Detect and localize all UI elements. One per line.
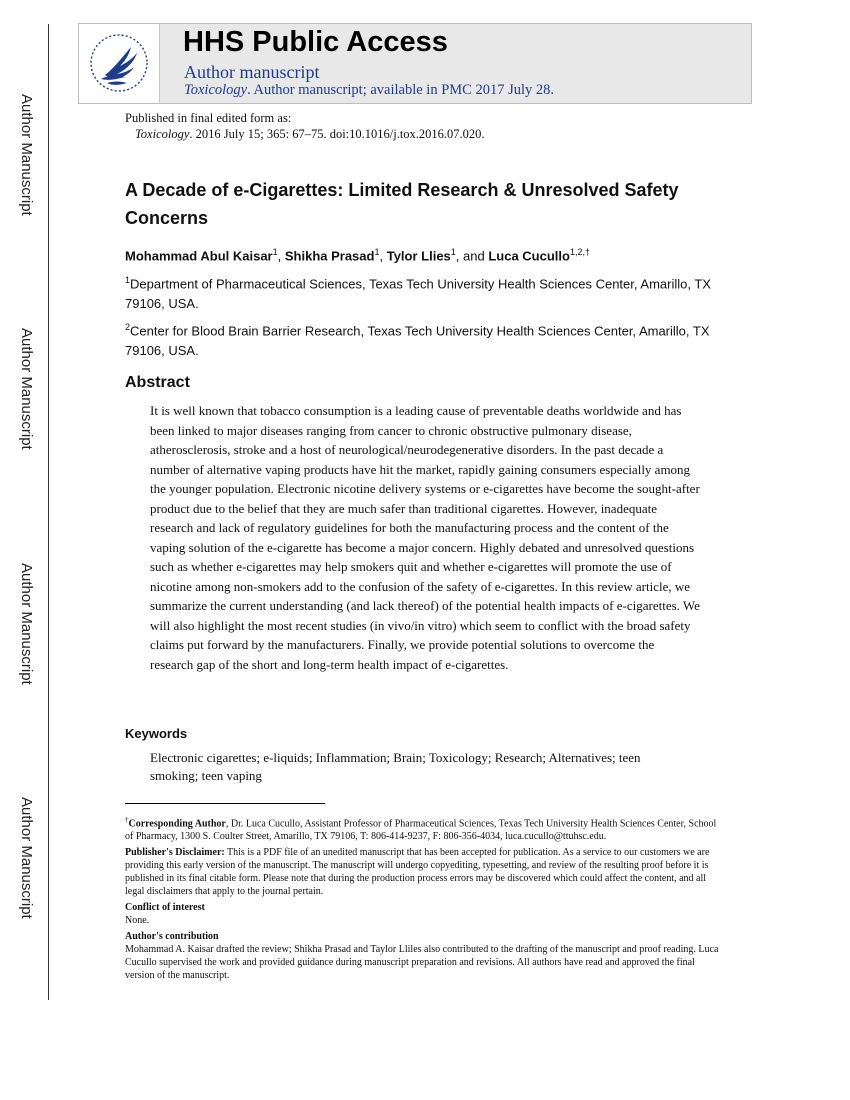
contribution-text: Mohammad A. Kaisar drafted the review; Shikha Prasad and Taylor Lliles also contributed to the drafting of the manuscript and proof reading. Luca Cucullo supervised the work and provided guidance during manuscript preparation and revisions. All authors have read and approved the final version of the manuscript. bbox=[125, 944, 719, 982]
affiliation-1: $^1$Department of Pharmaceutical Sciences, Texas Tech University Health Sciences Center, Amarillo, TX 79106, USA. bbox=[125, 275, 711, 312]
hhs-public-access-banner bbox=[78, 23, 752, 104]
banner-journal-name[interactable]: Toxicology bbox=[184, 82, 248, 98]
author-3[interactable]: Tylor Llies bbox=[386, 248, 451, 264]
affiliation-2: $^2$Center for Blood Brain Barrier Research, Texas Tech University Health Sciences Center, Amarillo, TX 79106, USA. bbox=[125, 322, 710, 359]
hhs-eagle-logo-icon bbox=[87, 29, 151, 97]
conflict-text: None. bbox=[125, 915, 150, 927]
footnote-divider bbox=[125, 803, 325, 804]
author-list: Mohammad Abul Kaisar$^1$, Shikha Prasad$^1$, Tylor Llies$^1$, and Luca Cucullo$^{1,2,\dagger}$ bbox=[125, 247, 590, 264]
author-2[interactable]: Shikha Prasad bbox=[284, 248, 375, 264]
banner-citation: Toxicology. Author manuscript; available in PMC 2017 July 28. bbox=[184, 82, 555, 98]
contribution-heading: Author's contribution bbox=[125, 931, 219, 943]
author-4[interactable]: Luca Cucullo bbox=[488, 248, 570, 264]
margin-rule bbox=[48, 24, 49, 1000]
author-3-affiliation-ref: 1 bbox=[450, 247, 456, 257]
author-1[interactable]: Mohammad Abul Kaisar bbox=[125, 248, 273, 264]
abstract-heading: Abstract bbox=[125, 374, 190, 391]
corresponding-author-note: †Corresponding Author, Dr. Luca Cucullo, Assistant Professor of Pharmaceutical Sciences, Texas Tech University Health Sciences Center, School of Pharmacy, 1300 S. Coulter Street, Amarillo, TX 79106, T: 806-414-9237, F: 806-356-4034, luca.cucullo@ttuhsc.edu. bbox=[125, 816, 717, 843]
article-title: A Decade of e-Cigarettes: Limited Research & Unresolved Safety Concerns bbox=[125, 180, 679, 228]
keywords-heading: Keywords bbox=[125, 726, 188, 741]
abstract-body: It is well known that tobacco consumption is a leading cause of preventable deaths worldwide and has been linked to major diseases ranging from cancer to chronic obstructive pulmonary disease, atherosclerosis, stroke and a host of neurological/neurodegenerative disorders. In the past decade a number of alternative vaping products have hit the market, rapidly gaining consumers especially among the younger population. Electronic nicotine delivery systems or e-cigarettes have become the sought-after product due to the belief that they are much safer than traditional cigarettes. However, inadequate research and lack of regulatory guidelines for both the manufacturing process and the content of the vaping solution of the e-cigarette has become a major concern. Highly debated and unresolved questions such as whether e-cigarettes may help smokers quit and whether e-cigarettes will promote the use of nicotine among non-smokers add to the confusion of the safety of e-cigarettes. In this review article, we summarize the current understanding (and lack thereof) of the potential health impacts of e-cigarettes. We will also highlight the most recent studies (in vivo/in vitro) which seem to conflict with the broad safety claims put forward by the manufacturers. Finally, we provide potential solutions to overcome the research gap of the short and long-term health impact of e-cigarettes. bbox=[150, 403, 700, 672]
published-journal-name[interactable]: Toxicology bbox=[135, 127, 190, 141]
author-1-affiliation-ref: 1 bbox=[272, 247, 278, 257]
author-2-affiliation-ref: 1 bbox=[374, 247, 380, 257]
footnotes bbox=[125, 814, 725, 985]
author-4-affiliation-ref: 1,2,† bbox=[569, 247, 590, 257]
published-citation: Toxicology. 2016 July 15; 365: 67–75. doi:10.1016/j.tox.2016.07.020. bbox=[135, 127, 485, 141]
banner-subtitle: Author manuscript bbox=[184, 62, 320, 82]
publication-info bbox=[125, 110, 485, 142]
keywords-list: Electronic cigarettes; e-liquids; Inflammation; Brain; Toxicology; Research; Alternatives; teen smoking; teen vaping bbox=[150, 750, 641, 783]
banner-title: HHS Public Access bbox=[183, 26, 448, 58]
published-label: Published in final edited form as: bbox=[125, 111, 292, 125]
conflict-heading: Conflict of interest bbox=[125, 902, 205, 914]
hhs-logo bbox=[79, 24, 160, 103]
publisher-disclaimer: Publisher's Disclaimer: This is a PDF file of an unedited manuscript that has been accepted for publication. As a service to our customers we are providing this early version of the manuscript. The manuscript will undergo copyediting, typesetting, and review of the resulting proof before it is published in its final citable form. Please note that during the production process errors may be discovered which could affect the content, and all legal disclaimers that apply to the journal pertain. bbox=[125, 847, 710, 898]
